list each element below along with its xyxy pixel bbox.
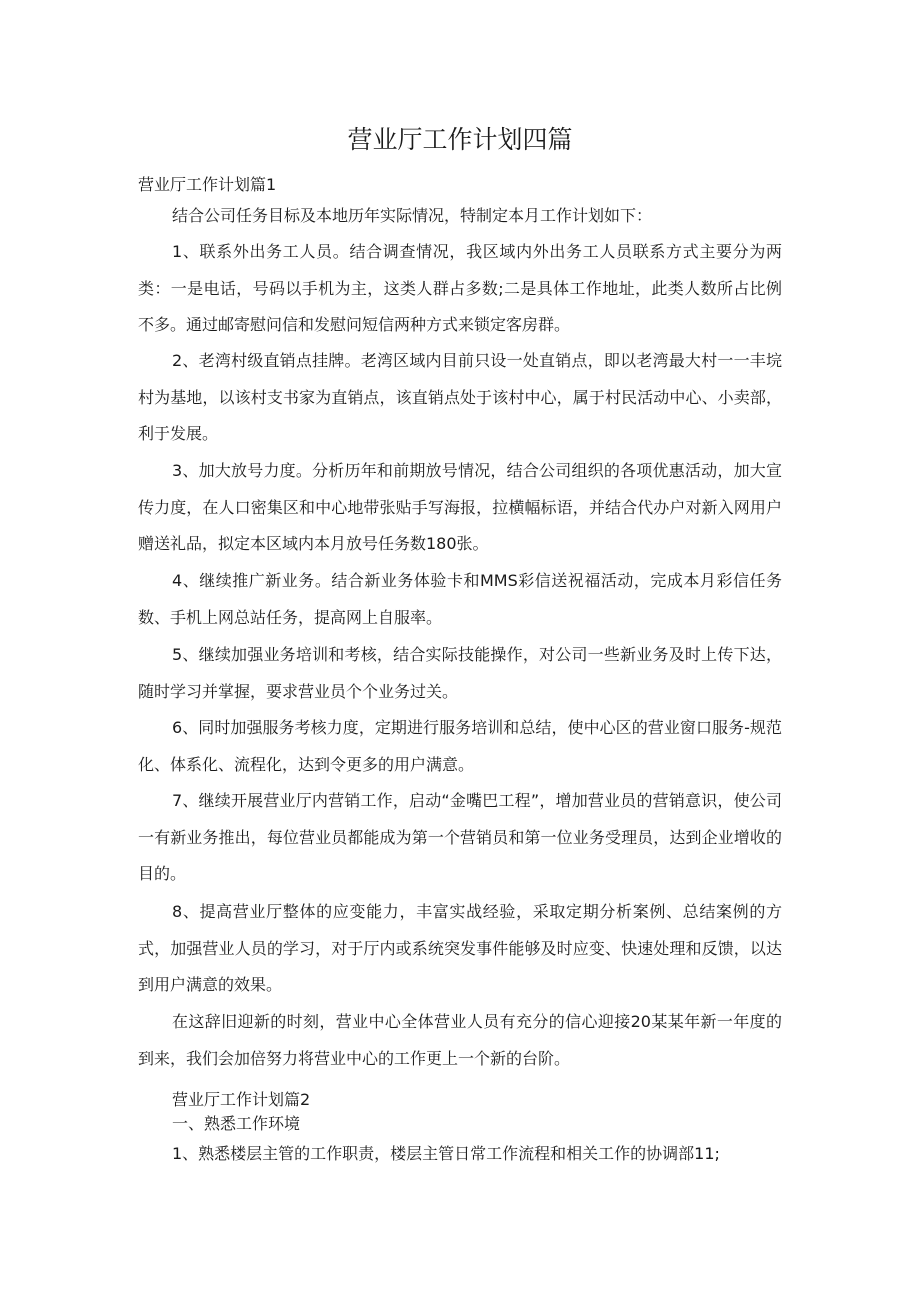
paragraph: 2、老湾村级直销点挂牌。老湾区域内目前只设一处直销点，即以老湾最大村一一丰垸村为基地，以该村支书家为直销点，该直销点处于该村中心，属于村民活动中心、小卖部，利于发展。 bbox=[138, 351, 782, 443]
subheading: 一、熟悉工作环境 bbox=[172, 1114, 301, 1133]
paragraph: 1、熟悉楼层主管的工作职责，楼层主管日常工作流程和相关工作的协调部11; bbox=[172, 1144, 720, 1163]
document-title: 营业厅工作计划四篇 bbox=[347, 125, 573, 154]
paragraph: 结合公司任务目标及本地历年实际情况，特制定本月工作计划如下： bbox=[172, 206, 653, 225]
paragraph: 7、继续开展营业厅内营销工作，启动“金嘴巴工程”，增加营业员的营销意识，使公司一有新业务推出，每位营业员都能成为第一个营销员和第一位业务受理员，达到企业增收的目的。 bbox=[138, 791, 782, 883]
paragraph: 3、加大放号力度。分析历年和前期放号情况，结合公司组织的各项优惠活动，加大宣传力度，在人口密集区和中心地带张贴手写海报，拉横幅标语，并结合代办户对新入网用户赠送礼品，拟定本区域内本月放号任务数180张。 bbox=[138, 461, 782, 553]
section-heading-2: 营业厅工作计划篇2 bbox=[172, 1090, 311, 1109]
paragraph: 在这辞旧迎新的时刻，营业中心全体营业人员有充分的信心迎接20某某年新一年度的到来，我们会加倍努力将营业中心的工作更上一个新的台阶。 bbox=[138, 1012, 782, 1068]
paragraph: 1、联系外出务工人员。结合调查情况，我区域内外出务工人员联系方式主要分为两类：一是电话，号码以手机为主，这类人群占多数;二是具体工作地址，此类人数所占比例不多。通过邮寄慰问信和发慰问短信两种方式来锁定客房群。 bbox=[138, 242, 782, 334]
paragraph: 8、提高营业厅整体的应变能力，丰富实战经验，采取定期分析案例、总结案例的方式，加强营业人员的学习，对于厅内或系统突发事件能够及时应变、快速处理和反馈，以达到用户满意的效果。 bbox=[138, 902, 782, 994]
paragraph: 5、继续加强业务培训和考核，结合实际技能操作，对公司一些新业务及时上传下达，随时学习并掌握，要求营业员个个业务过关。 bbox=[138, 645, 782, 701]
paragraph: 6、同时加强服务考核力度，定期进行服务培训和总结，使中心区的营业窗口服务-规范化、体系化、流程化，达到令更多的用户满意。 bbox=[138, 718, 782, 774]
section-heading-1: 营业厅工作计划篇1 bbox=[138, 175, 277, 194]
paragraph: 4、继续推广新业务。结合新业务体验卡和MMS彩信送祝福活动，完成本月彩信任务数、手机上网总站任务，提高网上自服率。 bbox=[138, 571, 782, 627]
